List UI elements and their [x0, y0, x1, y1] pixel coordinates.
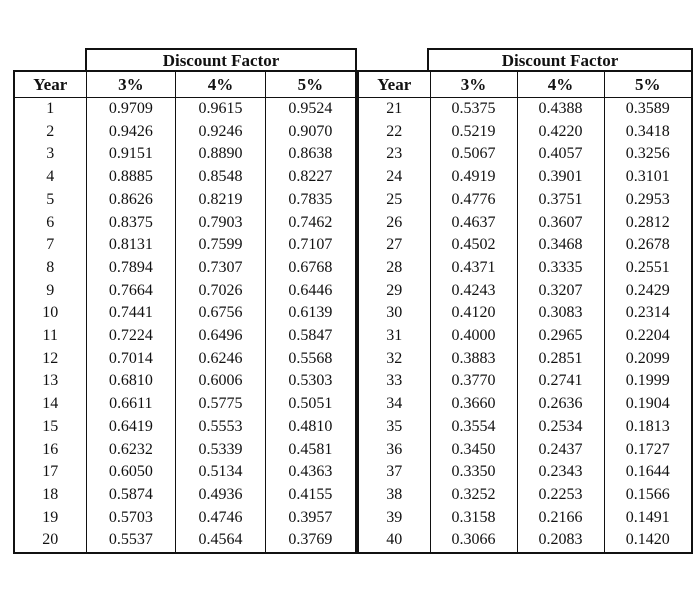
year-cell: 12	[42, 349, 59, 367]
table-row	[358, 461, 692, 484]
discount-factor-cell: 0.7599	[176, 234, 266, 257]
year-cell: 5	[46, 190, 55, 208]
discount-factor-cell: 0.4502	[430, 234, 517, 257]
year-cell: 25	[386, 190, 403, 208]
table-row	[14, 121, 356, 144]
discount-factor-cell: 0.4057	[517, 143, 604, 166]
table-row	[358, 212, 692, 235]
table-row	[14, 212, 356, 235]
discount-factor-cell: 0.5051	[265, 393, 356, 416]
discount-factor-cell: 0.1813	[604, 416, 692, 439]
discount-factor-cell: 0.6446	[265, 280, 356, 303]
discount-factor-cell: 0.6768	[265, 257, 356, 280]
discount-factor-cell: 0.7224	[86, 325, 176, 348]
discount-factor-cell: 0.3770	[430, 370, 517, 393]
discount-factor-cell: 0.1904	[604, 393, 692, 416]
year-cell: 10	[42, 304, 59, 322]
discount-factor-cell: 0.2965	[517, 325, 604, 348]
table-row	[14, 529, 356, 553]
table-row	[14, 370, 356, 393]
discount-factor-cell: 0.2343	[517, 461, 604, 484]
discount-factor-cell: 0.3101	[604, 166, 692, 189]
discount-factor-cell: 0.2429	[604, 280, 692, 303]
discount-factor-cell: 0.6496	[176, 325, 266, 348]
discount-factor-cell: 0.7014	[86, 348, 176, 371]
discount-factor-cell: 0.3350	[430, 461, 517, 484]
discount-factor-cell: 0.5339	[176, 439, 266, 462]
table-row	[358, 166, 692, 189]
discount-factor-cell: 0.9246	[176, 121, 266, 144]
discount-factor-cell: 0.4776	[430, 189, 517, 212]
discount-factor-cell: 0.4810	[265, 416, 356, 439]
column-header-rate: 5%	[265, 71, 356, 98]
discount-factor-cell: 0.2812	[604, 212, 692, 235]
discount-factor-cell: 0.4919	[430, 166, 517, 189]
year-cell: 3	[46, 145, 55, 163]
discount-factor-cell: 0.3083	[517, 302, 604, 325]
discount-factor-cell: 0.7307	[176, 257, 266, 280]
column-header-rate: 4%	[176, 71, 266, 98]
discount-factor-cell: 0.2953	[604, 189, 692, 212]
table-row	[14, 302, 356, 325]
table-row	[358, 370, 692, 393]
discount-factor-cell: 0.4564	[176, 529, 266, 553]
discount-factor-cell: 0.2851	[517, 348, 604, 371]
year-cell: 21	[386, 100, 403, 117]
discount-factor-cell: 0.1420	[604, 529, 692, 553]
discount-factor-cell: 0.3957	[265, 507, 356, 530]
table-row	[14, 234, 356, 257]
table-row	[14, 393, 356, 416]
discount-factor-cell: 0.9615	[176, 98, 266, 121]
discount-factor-cell: 0.7026	[176, 280, 266, 303]
column-header-rate: 3%	[86, 71, 176, 98]
discount-factor-cell: 0.3660	[430, 393, 517, 416]
table-row	[14, 461, 356, 484]
discount-factor-cell: 0.8219	[176, 189, 266, 212]
column-header-rate: 5%	[604, 71, 692, 98]
table-row	[358, 302, 692, 325]
discount-factor-cell: 0.5219	[430, 121, 517, 144]
year-cell: 7	[46, 236, 55, 254]
table-row	[14, 257, 356, 280]
discount-factor-cell: 0.6756	[176, 302, 266, 325]
discount-factor-cell: 0.2166	[517, 507, 604, 530]
column-header-rate: 3%	[430, 71, 517, 98]
discount-factor-cell: 0.5553	[176, 416, 266, 439]
year-cell: 8	[46, 258, 55, 276]
year-cell: 30	[386, 304, 403, 322]
discount-factor-cell: 0.6419	[86, 416, 176, 439]
discount-factor-cell: 0.8131	[86, 234, 176, 257]
discount-factor-cell: 0.1999	[604, 370, 692, 393]
discount-factor-cell: 0.4220	[517, 121, 604, 144]
discount-factor-cell: 0.5874	[86, 484, 176, 507]
discount-factor-cell: 0.5775	[176, 393, 266, 416]
year-cell: 22	[386, 122, 403, 140]
year-cell: 18	[42, 485, 59, 503]
year-cell: 40	[386, 531, 403, 549]
table-row	[358, 416, 692, 439]
table-header-row	[14, 71, 356, 98]
discount-factor-table-left	[13, 70, 357, 554]
discount-factor-cell: 0.6611	[86, 393, 176, 416]
year-cell: 33	[386, 372, 403, 390]
discount-factor-cell: 0.9426	[86, 121, 176, 144]
discount-factor-cell: 0.2551	[604, 257, 692, 280]
table-row	[358, 484, 692, 507]
discount-factor-cell: 0.4746	[176, 507, 266, 530]
discount-factor-cell: 0.2534	[517, 416, 604, 439]
discount-factor-cell: 0.6232	[86, 439, 176, 462]
discount-factor-cell: 0.3751	[517, 189, 604, 212]
discount-factor-cell: 0.4371	[430, 257, 517, 280]
discount-factor-cell: 0.3468	[517, 234, 604, 257]
year-cell: 35	[386, 417, 403, 435]
discount-factor-cell: 0.8890	[176, 143, 266, 166]
discount-factor-cell: 0.4000	[430, 325, 517, 348]
discount-factor-cell: 0.5067	[430, 143, 517, 166]
table-row	[14, 189, 356, 212]
table-row	[14, 416, 356, 439]
discount-factor-cell: 0.1727	[604, 439, 692, 462]
discount-factor-cell: 0.8548	[176, 166, 266, 189]
discount-factor-cell: 0.7107	[265, 234, 356, 257]
discount-factor-cell: 0.4581	[265, 439, 356, 462]
table-row	[14, 348, 356, 371]
discount-factor-cell: 0.8626	[86, 189, 176, 212]
discount-factor-cell: 0.4120	[430, 302, 517, 325]
table-row	[358, 121, 692, 144]
table-row	[358, 507, 692, 530]
discount-factor-cell: 0.2083	[517, 529, 604, 553]
discount-factor-cell: 0.3769	[265, 529, 356, 553]
discount-factor-cell: 0.9070	[265, 121, 356, 144]
discount-factor-cell: 0.5703	[86, 507, 176, 530]
discount-factor-cell: 0.2636	[517, 393, 604, 416]
year-cell: 38	[386, 485, 403, 503]
table-row	[14, 507, 356, 530]
table-row	[358, 529, 692, 553]
discount-factor-cell: 0.7894	[86, 257, 176, 280]
table-row	[14, 98, 356, 121]
discount-factor-cell: 0.8375	[86, 212, 176, 235]
discount-factor-cell: 0.3418	[604, 121, 692, 144]
year-cell: 6	[46, 213, 55, 231]
table-row	[14, 484, 356, 507]
table-row	[14, 325, 356, 348]
discount-factor-header-left: Discount Factor	[85, 48, 357, 70]
table-row	[358, 280, 692, 303]
discount-factor-cell: 0.3450	[430, 439, 517, 462]
discount-factor-cell: 0.1566	[604, 484, 692, 507]
table-row	[358, 98, 692, 121]
discount-factor-cell: 0.7462	[265, 212, 356, 235]
year-cell: 26	[386, 213, 403, 231]
discount-factor-cell: 0.8227	[265, 166, 356, 189]
year-cell: 17	[42, 463, 59, 481]
year-cell: 27	[386, 236, 403, 254]
discount-factor-cell: 0.7903	[176, 212, 266, 235]
discount-factor-cell: 0.3901	[517, 166, 604, 189]
table-row	[358, 234, 692, 257]
discount-factor-cell: 0.2678	[604, 234, 692, 257]
discount-factor-cell: 0.6246	[176, 348, 266, 371]
year-cell: 23	[386, 145, 403, 163]
discount-factor-table-right	[357, 70, 693, 554]
discount-factor-cell: 0.5847	[265, 325, 356, 348]
discount-factor-cell: 0.7835	[265, 189, 356, 212]
discount-factor-cell: 0.3554	[430, 416, 517, 439]
year-cell: 37	[386, 463, 403, 481]
discount-factor-cell: 0.3158	[430, 507, 517, 530]
year-cell: 34	[386, 395, 403, 413]
year-cell: 28	[386, 258, 403, 276]
table-row	[358, 257, 692, 280]
column-header-year: Year	[14, 71, 86, 98]
column-header-year: Year	[358, 71, 430, 98]
discount-factor-cell: 0.3066	[430, 529, 517, 553]
discount-factor-cell: 0.2099	[604, 348, 692, 371]
discount-factor-cell: 0.4155	[265, 484, 356, 507]
year-cell: 39	[386, 508, 403, 526]
discount-factor-cell: 0.3607	[517, 212, 604, 235]
discount-factor-cell: 0.8885	[86, 166, 176, 189]
year-cell: 31	[386, 327, 403, 345]
discount-factor-cell: 0.5375	[430, 98, 517, 121]
year-cell: 24	[386, 168, 403, 186]
year-cell: 4	[46, 168, 55, 186]
discount-factor-cell: 0.3252	[430, 484, 517, 507]
discount-factor-cell: 0.7441	[86, 302, 176, 325]
discount-factor-cell: 0.6139	[265, 302, 356, 325]
year-cell: 20	[42, 531, 59, 549]
discount-factor-cell: 0.6810	[86, 370, 176, 393]
discount-factor-cell: 0.3207	[517, 280, 604, 303]
year-cell: 14	[42, 395, 59, 413]
table-row	[358, 393, 692, 416]
discount-factor-cell: 0.4936	[176, 484, 266, 507]
table-row	[14, 166, 356, 189]
discount-factor-cell: 0.2314	[604, 302, 692, 325]
table-row	[358, 325, 692, 348]
discount-factor-cell: 0.2253	[517, 484, 604, 507]
discount-factor-cell: 0.2741	[517, 370, 604, 393]
column-header-rate: 4%	[517, 71, 604, 98]
year-cell: 11	[42, 327, 58, 345]
discount-factor-cell: 0.5568	[265, 348, 356, 371]
table-row	[14, 280, 356, 303]
table-header-row	[358, 71, 692, 98]
table-row	[14, 439, 356, 462]
discount-factor-cell: 0.4388	[517, 98, 604, 121]
discount-factor-cell: 0.2437	[517, 439, 604, 462]
discount-factor-cell: 0.9151	[86, 143, 176, 166]
discount-factor-cell: 0.4243	[430, 280, 517, 303]
discount-factor-cell: 0.5303	[265, 370, 356, 393]
discount-factor-cell: 0.3256	[604, 143, 692, 166]
discount-factor-cell: 0.9524	[265, 98, 356, 121]
discount-factor-cell: 0.7664	[86, 280, 176, 303]
discount-factor-cell: 0.3589	[604, 98, 692, 121]
discount-factor-cell: 0.6050	[86, 461, 176, 484]
table-row	[358, 439, 692, 462]
table-row	[358, 189, 692, 212]
year-cell: 9	[46, 281, 55, 299]
year-cell: 32	[386, 349, 403, 367]
discount-factor-cell: 0.4363	[265, 461, 356, 484]
discount-factor-cell: 0.1491	[604, 507, 692, 530]
discount-factor-cell: 0.9709	[86, 98, 176, 121]
discount-factor-cell: 0.3335	[517, 257, 604, 280]
year-cell: 2	[46, 122, 55, 140]
discount-factor-cell: 0.4637	[430, 212, 517, 235]
year-cell: 1	[46, 100, 55, 117]
table-row	[14, 143, 356, 166]
discount-factor-header-right: Discount Factor	[427, 48, 693, 70]
year-cell: 36	[386, 440, 403, 458]
year-cell: 15	[42, 417, 59, 435]
year-cell: 16	[42, 440, 59, 458]
discount-factor-cell: 0.8638	[265, 143, 356, 166]
discount-factor-cell: 0.5537	[86, 529, 176, 553]
year-cell: 29	[386, 281, 403, 299]
year-cell: 19	[42, 508, 59, 526]
discount-factor-cell: 0.2204	[604, 325, 692, 348]
discount-factor-cell: 0.5134	[176, 461, 266, 484]
table-row	[358, 143, 692, 166]
discount-factor-cell: 0.1644	[604, 461, 692, 484]
year-cell: 13	[42, 372, 59, 390]
discount-factor-cell: 0.6006	[176, 370, 266, 393]
table-row	[358, 348, 692, 371]
discount-factor-cell: 0.3883	[430, 348, 517, 371]
